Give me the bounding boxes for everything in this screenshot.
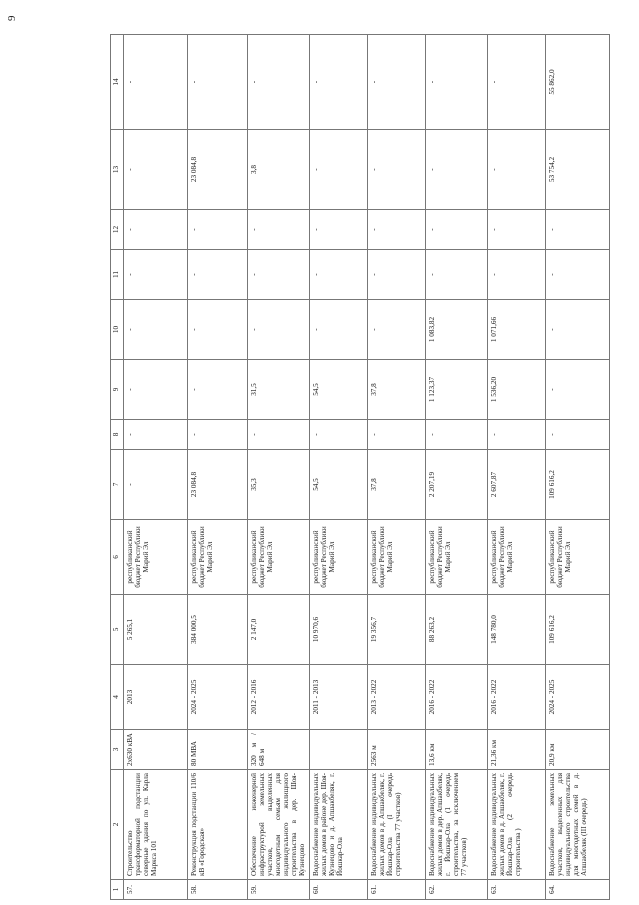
cell-c9: - — [188, 360, 248, 420]
cell-n: 62. — [426, 880, 488, 900]
cell-c11: - — [188, 250, 248, 300]
cell-c9: - — [546, 360, 610, 420]
cell-source: республиканский бюджет Республики Марий Эл — [546, 520, 610, 595]
cell-c14: - — [248, 35, 310, 130]
cell-c14: - — [188, 35, 248, 130]
cell-c12: - — [368, 210, 426, 250]
cell-n: 64. — [546, 880, 610, 900]
cell-c7: 23 084,8 — [188, 450, 248, 520]
cell-n: 58. — [188, 880, 248, 900]
col-header: 13 — [111, 130, 124, 210]
cell-c12: - — [124, 210, 188, 250]
cell-c8: - — [368, 420, 426, 450]
cell-c8: - — [488, 420, 546, 450]
cell-c11: - — [426, 250, 488, 300]
cell-c9: 1 123,37 — [426, 360, 488, 420]
cell-c7: 2 207,19 — [426, 450, 488, 520]
cell-name: Водоснабжение индивидуальных жилых домов в дер. Апшакбеляк, г. Йошкар-Ола (1 очередь строительства, за исключением 77 участков) — [426, 770, 488, 880]
cell-total: 384 000,5 — [188, 595, 248, 665]
cell-source: республиканский бюджет Республики Марий Эл — [124, 520, 188, 595]
cell-c14: - — [310, 35, 368, 130]
cell-c12: - — [546, 210, 610, 250]
col-header: 6 — [111, 520, 124, 595]
cell-c10: - — [248, 300, 310, 360]
cell-c7: 35,3 — [248, 450, 310, 520]
cell-n: 61. — [368, 880, 426, 900]
cell-c10: 1 071,66 — [488, 300, 546, 360]
cell-c14: - — [368, 35, 426, 130]
cell-c10: - — [546, 300, 610, 360]
cell-c8: - — [546, 420, 610, 450]
col-header: 7 — [111, 450, 124, 520]
cell-period: 2024 - 2025 — [546, 665, 610, 730]
cell-c7: 2 607,87 — [488, 450, 546, 520]
cell-total: 109 616,2 — [546, 595, 610, 665]
cell-n: 59. — [248, 880, 310, 900]
col-header: 8 — [111, 420, 124, 450]
cell-total: 10 970,6 — [310, 595, 368, 665]
cell-c14: - — [426, 35, 488, 130]
cell-source: республиканский бюджет Республики Марий Эл — [368, 520, 426, 595]
col-header: 9 — [111, 360, 124, 420]
data-table — [110, 34, 610, 900]
cell-c9: - — [124, 360, 188, 420]
cell-name: Водоснабжение индивидуальных жилых домов в районе дер. Шоя-Кузнецово и д. Апшакбеляк, г. Йошкар-Ола — [310, 770, 368, 880]
cell-c12: - — [310, 210, 368, 250]
cell-c11: - — [488, 250, 546, 300]
column-number-row — [111, 35, 124, 900]
cell-total: 2 147,0 — [248, 595, 310, 665]
cell-c8: - — [248, 420, 310, 450]
cell-c13: - — [310, 130, 368, 210]
cell-total: 148 780,0 — [488, 595, 546, 665]
table-row — [488, 35, 546, 900]
cell-period: 2024 - 2025 — [188, 665, 248, 730]
cell-period: 2016 - 2022 — [426, 665, 488, 730]
cell-c13: 23 084,8 — [188, 130, 248, 210]
col-header: 11 — [111, 250, 124, 300]
table-row — [248, 35, 310, 900]
cell-c7: - — [124, 450, 188, 520]
cell-c7: 109 616,2 — [546, 450, 610, 520]
cell-period: 2016 - 2022 — [488, 665, 546, 730]
cell-c13: - — [488, 130, 546, 210]
cell-source: республиканский бюджет Республики Марий Эл — [488, 520, 546, 595]
cell-c12: - — [248, 210, 310, 250]
cell-cap: 2563 м — [368, 730, 426, 770]
cell-total: 88 263,2 — [426, 595, 488, 665]
col-header: 2 — [111, 770, 124, 880]
cell-c13: - — [368, 130, 426, 210]
cell-period: 2013 - 2022 — [368, 665, 426, 730]
cell-period: 2013 — [124, 665, 188, 730]
cell-cap: 2х630 кВА — [124, 730, 188, 770]
cell-c10: - — [188, 300, 248, 360]
table-row — [546, 35, 610, 900]
cell-c9: 37,8 — [368, 360, 426, 420]
cell-cap: 13,6 км — [426, 730, 488, 770]
cell-c13: - — [426, 130, 488, 210]
cell-c8: - — [426, 420, 488, 450]
cell-c10: - — [124, 300, 188, 360]
cell-c12: - — [488, 210, 546, 250]
cell-cap — [310, 730, 368, 770]
col-header: 10 — [111, 300, 124, 360]
cell-c9: 54,5 — [310, 360, 368, 420]
cell-c9: 1 536,20 — [488, 360, 546, 420]
cell-c7: 54,5 — [310, 450, 368, 520]
cell-c10: - — [310, 300, 368, 360]
cell-name: Водоснабжение индивидуальных жилых домов в д. Апшакбеляк, г. Йошкар-Ола (I очередь строительства 77 участков) — [368, 770, 426, 880]
cell-total: 5 265,1 — [124, 595, 188, 665]
cell-period: 2011 - 2013 — [310, 665, 368, 730]
cell-name: Водоснабжение индивидуальных жилых домов в д. Апшакбеляк, г. Йошкар-Ола (2 очередь строительства ) — [488, 770, 546, 880]
cell-name: Обеспечение инженерной инфраструктурой земельных участков, выделенных многодетным семьям для индивидуального жилищного строительства в дер. Шоя-Кузнецово — [248, 770, 310, 880]
cell-c14: 55 862,0 — [546, 35, 610, 130]
cell-c8: - — [124, 420, 188, 450]
col-header: 5 — [111, 595, 124, 665]
cell-cap: 320 м / 648 м — [248, 730, 310, 770]
col-header: 12 — [111, 210, 124, 250]
cell-source: республиканский бюджет Республики Марий Эл — [248, 520, 310, 595]
cell-source: республиканский бюджет Республики Марий Эл — [188, 520, 248, 595]
cell-c7: 37,8 — [368, 450, 426, 520]
col-header: 4 — [111, 665, 124, 730]
cell-n: 57. — [124, 880, 188, 900]
cell-name: Водоснабжение земельных участков, выделенных для индивидуального строительства для многодетных семей в д. Апшакбеляк (III очередь) — [546, 770, 610, 880]
cell-period: 2012 - 2016 — [248, 665, 310, 730]
table-row — [124, 35, 188, 900]
table-row — [310, 35, 368, 900]
cell-cap: 20,9 км — [546, 730, 610, 770]
cell-n: 63. — [488, 880, 546, 900]
cell-c10: - — [368, 300, 426, 360]
cell-source: республиканский бюджет Республики Марий Эл — [426, 520, 488, 595]
cell-c12: - — [426, 210, 488, 250]
cell-c11: - — [124, 250, 188, 300]
cell-c8: - — [310, 420, 368, 450]
col-header: 1 — [111, 880, 124, 900]
cell-cap: 21,36 км — [488, 730, 546, 770]
cell-c8: - — [188, 420, 248, 450]
table-row — [426, 35, 488, 900]
table-row — [188, 35, 248, 900]
cell-name: Строительство трансформаторной подстанции северные здания по ул. Карла Маркса 101 — [124, 770, 188, 880]
cell-n: 60. — [310, 880, 368, 900]
cell-c11: - — [368, 250, 426, 300]
cell-c14: - — [124, 35, 188, 130]
cell-name: Реконструкция подстанции 110/6 кВ «Городская» — [188, 770, 248, 880]
cell-c11: - — [546, 250, 610, 300]
cell-total: 19 356,7 — [368, 595, 426, 665]
cell-cap: 80 МВА — [188, 730, 248, 770]
cell-c12: - — [188, 210, 248, 250]
cell-c11: - — [310, 250, 368, 300]
cell-c11: - — [248, 250, 310, 300]
cell-c14: - — [488, 35, 546, 130]
page-number: 9 — [6, 15, 18, 21]
cell-c9: 31,5 — [248, 360, 310, 420]
cell-c13: - — [124, 130, 188, 210]
cell-c13: 53 754,2 — [546, 130, 610, 210]
col-header: 14 — [111, 35, 124, 130]
table-row — [368, 35, 426, 900]
cell-source: республиканский бюджет Республики Марий Эл — [310, 520, 368, 595]
col-header: 3 — [111, 730, 124, 770]
cell-c10: 1 083,82 — [426, 300, 488, 360]
cell-c13: 3,8 — [248, 130, 310, 210]
